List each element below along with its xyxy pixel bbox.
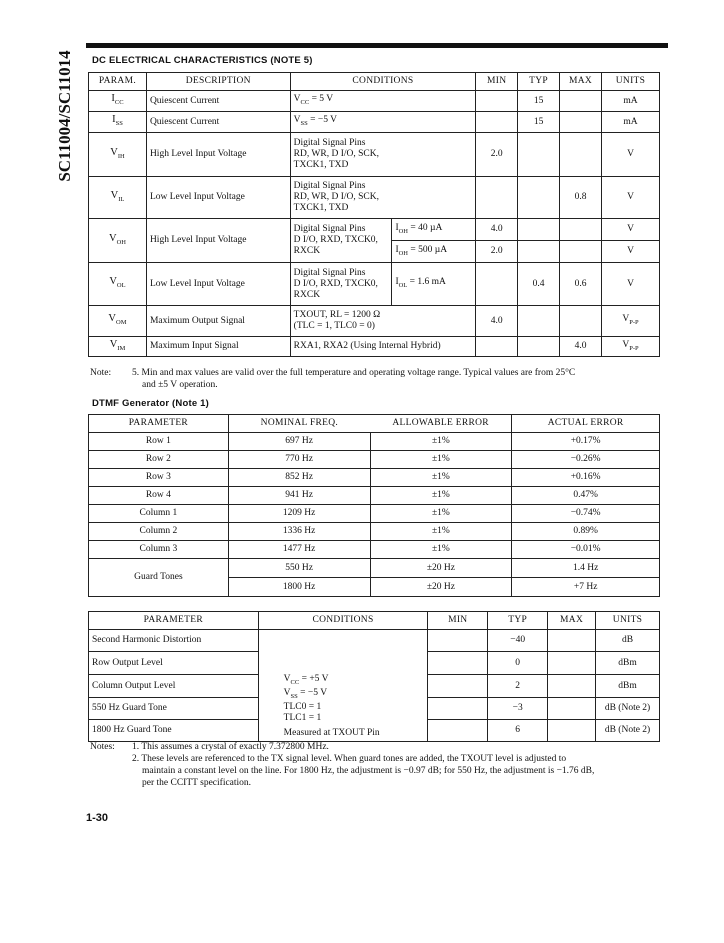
levels-units: dB (Note 2) (596, 698, 660, 720)
dc-note-label: Note: (90, 368, 112, 378)
dtmf-allow: ±1% (370, 541, 512, 559)
levels-param: 550 Hz Guard Tone (89, 698, 259, 720)
dtmf-actual: +0.17% (512, 433, 660, 451)
levels-min (428, 630, 488, 652)
row-vol (89, 263, 660, 306)
header-conditions: CONDITIONS (290, 73, 476, 91)
dtmf-freq: 1477 Hz (228, 541, 370, 559)
levels-notes-text: 1. This assumes a crystal of exactly 7.372800 MHz. 2. These levels are referenced to the TX signal level. When guard tones are added, the TXOUT level is adjusted to maintain a constant level on the line. For 1800 Hz, the adjustment is −0.97 dB; for 550 Hz, the adjustment is −1.76 dB, per the CCITT specification. (132, 742, 595, 788)
table-row (89, 523, 660, 541)
max-value (560, 306, 602, 337)
dtmf-freq: 1336 Hz (228, 523, 370, 541)
dtmf-param: Column 1 (89, 505, 229, 523)
param-symbol: $V_{OL}$ (89, 263, 147, 306)
levels-units: dBm (596, 652, 660, 675)
levels-table (88, 611, 660, 742)
current-condition: $I_{OH} = 40$ µA (392, 219, 476, 241)
header-parameter: PARAMETER (89, 415, 229, 433)
dtmf-actual: +0.16% (512, 469, 660, 487)
levels-max (548, 630, 596, 652)
units-value: V (602, 241, 660, 263)
header-description: DESCRIPTION (146, 73, 290, 91)
dtmf-allow: ±20 Hz (370, 559, 512, 578)
table-row (89, 451, 660, 469)
levels-typ: 2 (488, 675, 548, 698)
levels-max (548, 652, 596, 675)
typ-value (518, 219, 560, 241)
typ-value: 0.4 (518, 263, 560, 306)
dtmf-freq: 852 Hz (228, 469, 370, 487)
header-max: MAX (560, 73, 602, 91)
header-nominal-freq: NOMINAL FREQ. (228, 415, 370, 433)
row-vil (89, 177, 660, 219)
description: High Level Input Voltage (146, 219, 290, 263)
dtmf-allow: ±20 Hz (370, 578, 512, 597)
table-row (89, 559, 660, 578)
units-value: V (602, 133, 660, 177)
conditions: Digital Signal Pins D I/O, RXD, TXCK0, RXCK (290, 219, 392, 263)
max-value: 4.0 (560, 337, 602, 357)
levels-min (428, 675, 488, 698)
levels-typ: −40 (488, 630, 548, 652)
dtmf-actual: 1.4 Hz (512, 559, 660, 578)
dtmf-param: Row 3 (89, 469, 229, 487)
levels-typ: 0 (488, 652, 548, 675)
conditions: Digital Signal Pins D I/O, RXD, TXCK0, RXCK (290, 263, 392, 306)
dtmf-allow: ±1% (370, 469, 512, 487)
dtmf-param: Column 2 (89, 523, 229, 541)
row-iss (89, 112, 660, 133)
header-typ: TYP (518, 73, 560, 91)
param-symbol: $V_{IL}$ (89, 177, 147, 219)
typ-value (518, 241, 560, 263)
dtmf-freq: 941 Hz (228, 487, 370, 505)
min-value: 4.0 (476, 219, 518, 241)
dtmf-header-row (89, 415, 660, 433)
param-symbol: $V_{OM}$ (89, 306, 147, 337)
param-symbol: $I_{CC}$ (89, 91, 147, 112)
row-vim (89, 337, 660, 357)
dtmf-section-title: DTMF Generator (Note 1) (92, 398, 210, 409)
table-row (89, 505, 660, 523)
dtmf-table (88, 414, 660, 597)
levels-header-row (89, 612, 660, 630)
dtmf-allow: ±1% (370, 487, 512, 505)
conditions: $V_{SS} = -5$ V (290, 112, 476, 133)
dc-table (88, 72, 660, 357)
units-value: mA (602, 112, 660, 133)
description: High Level Input Voltage (146, 133, 290, 177)
param-symbol: $I_{SS}$ (89, 112, 147, 133)
levels-max (548, 675, 596, 698)
header-max: MAX (548, 612, 596, 630)
typ-value (518, 337, 560, 357)
max-value (560, 112, 602, 133)
dtmf-freq: 1800 Hz (228, 578, 370, 597)
current-condition: $I_{OH} = 500$ µA (392, 241, 476, 263)
table-row (89, 541, 660, 559)
levels-min (428, 698, 488, 720)
dtmf-param: Row 2 (89, 451, 229, 469)
row-icc (89, 91, 660, 112)
typ-value: 15 (518, 91, 560, 112)
max-value (560, 241, 602, 263)
dtmf-actual: +7 Hz (512, 578, 660, 597)
min-value (476, 263, 518, 306)
levels-param: Row Output Level (89, 652, 259, 675)
min-value: 4.0 (476, 306, 518, 337)
dtmf-actual: −0.74% (512, 505, 660, 523)
units-value: V (602, 263, 660, 306)
dtmf-param: Guard Tones (89, 559, 229, 597)
levels-max (548, 698, 596, 720)
description: Maximum Output Signal (146, 306, 290, 337)
units-value: $V_{P-P}$ (602, 306, 660, 337)
dtmf-param: Row 1 (89, 433, 229, 451)
min-value (476, 91, 518, 112)
dtmf-actual: −0.26% (512, 451, 660, 469)
dtmf-allow: ±1% (370, 523, 512, 541)
min-value: 2.0 (476, 241, 518, 263)
levels-min (428, 720, 488, 742)
table-row (89, 469, 660, 487)
levels-param: 1800 Hz Guard Tone (89, 720, 259, 742)
header-units: UNITS (596, 612, 660, 630)
conditions: Digital Signal Pins RD, WR, D I/O, SCK, TXCK1, TXD (290, 177, 476, 219)
dtmf-allow: ±1% (370, 451, 512, 469)
levels-units: dB (Note 2) (596, 720, 660, 742)
levels-units: dBm (596, 675, 660, 698)
header-param: PARAM. (89, 73, 147, 91)
dtmf-freq: 1209 Hz (228, 505, 370, 523)
max-value (560, 133, 602, 177)
conditions: TXOUT, RL = 1200 Ω (TLC = 1, TLC0 = 0) (290, 306, 476, 337)
max-value (560, 91, 602, 112)
conditions: Digital Signal Pins RD, WR, D I/O, SCK, TXCK1, TXD (290, 133, 476, 177)
units-value: mA (602, 91, 660, 112)
header-actual-error: ACTUAL ERROR (512, 415, 660, 433)
header-conditions: CONDITIONS (258, 612, 428, 630)
units-value: V (602, 219, 660, 241)
units-value: $V_{P-P}$ (602, 337, 660, 357)
header-rule (86, 43, 668, 48)
row-vom (89, 306, 660, 337)
typ-value (518, 177, 560, 219)
typ-value (518, 133, 560, 177)
levels-typ: −3 (488, 698, 548, 720)
param-symbol: $V_{IM}$ (89, 337, 147, 357)
header-min: MIN (476, 73, 518, 91)
levels-param: Second Harmonic Distortion (89, 630, 259, 652)
conditions: $V_{CC} = 5$ V (290, 91, 476, 112)
header-typ: TYP (488, 612, 548, 630)
min-value (476, 177, 518, 219)
levels-units: dB (596, 630, 660, 652)
min-value (476, 337, 518, 357)
levels-typ: 6 (488, 720, 548, 742)
part-number-text: SC11004/SC11014 (55, 50, 74, 182)
table-row (89, 433, 660, 451)
dtmf-actual: 0.47% (512, 487, 660, 505)
description: Low Level Input Voltage (146, 263, 290, 306)
current-condition: $I_{OL} = 1.6$ mA (392, 263, 476, 306)
dtmf-actual: −0.01% (512, 541, 660, 559)
levels-min (428, 652, 488, 675)
dtmf-param: Row 4 (89, 487, 229, 505)
header-allowable-error: ALLOWABLE ERROR (370, 415, 512, 433)
dtmf-allow: ±1% (370, 505, 512, 523)
sidebar-part-numbers (54, 50, 76, 182)
min-value: 2.0 (476, 133, 518, 177)
header-min: MIN (428, 612, 488, 630)
row-voh-a (89, 219, 660, 241)
row-vih (89, 133, 660, 177)
typ-value (518, 306, 560, 337)
typ-value: 15 (518, 112, 560, 133)
header-parameter: PARAMETER (89, 612, 259, 630)
units-value: V (602, 177, 660, 219)
levels-max (548, 720, 596, 742)
dc-note-text: 5. Min and max values are valid over the full temperature and operating voltage range. Typical values are from 25°C and ±5 V operation. (132, 368, 576, 390)
description: Quiescent Current (146, 112, 290, 133)
param-symbol: $V_{OH}$ (89, 219, 147, 263)
dtmf-allow: ±1% (370, 433, 512, 451)
levels-conditions: $V_{CC} = +5$ V $V_{SS} = -5$ V TLC0 = 1 TLC1 = 1 Measured at TXOUT Pin (258, 630, 428, 742)
conditions: RXA1, RXA2 (Using Internal Hybrid) (290, 337, 476, 357)
description: Maximum Input Signal (146, 337, 290, 357)
max-value (560, 219, 602, 241)
dc-header-row (89, 73, 660, 91)
description: Quiescent Current (146, 91, 290, 112)
dtmf-actual: 0.89% (512, 523, 660, 541)
levels-notes-label: Notes: (90, 742, 115, 752)
param-symbol: $V_{IH}$ (89, 133, 147, 177)
max-value: 0.8 (560, 177, 602, 219)
dtmf-freq: 550 Hz (228, 559, 370, 578)
page-number: 1-30 (86, 812, 109, 824)
dtmf-param: Column 3 (89, 541, 229, 559)
dc-section-title: DC ELECTRICAL CHARACTERISTICS (NOTE 5) (92, 55, 313, 66)
description: Low Level Input Voltage (146, 177, 290, 219)
header-units: UNITS (602, 73, 660, 91)
max-value: 0.6 (560, 263, 602, 306)
min-value (476, 112, 518, 133)
levels-param: Column Output Level (89, 675, 259, 698)
dtmf-freq: 770 Hz (228, 451, 370, 469)
dtmf-freq: 697 Hz (228, 433, 370, 451)
table-row (89, 487, 660, 505)
table-row (89, 630, 660, 652)
